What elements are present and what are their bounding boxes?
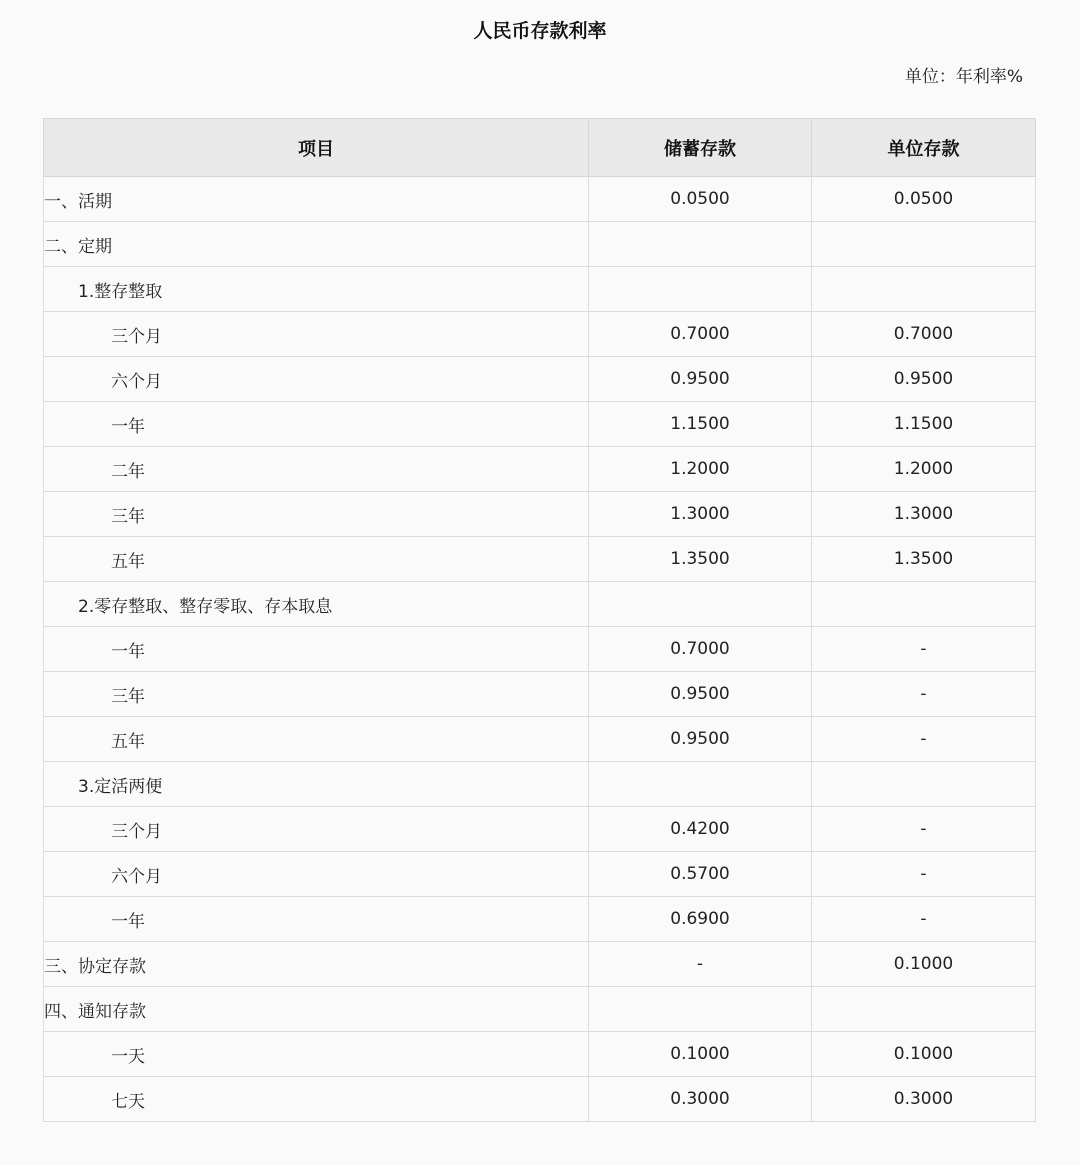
row-label: 三年 <box>44 492 589 537</box>
savings-rate-cell: 0.4200 <box>589 807 812 852</box>
table-row <box>44 402 1036 447</box>
corporate-rate-cell <box>812 582 1036 627</box>
corporate-rate-cell: 0.7000 <box>812 312 1036 357</box>
row-label: 六个月 <box>44 357 589 402</box>
row-label: 一天 <box>44 1032 589 1077</box>
table-row <box>44 177 1036 222</box>
row-label: 三个月 <box>44 807 589 852</box>
corporate-rate-cell: - <box>812 897 1036 942</box>
savings-rate-cell <box>589 267 812 312</box>
savings-rate-cell: 0.7000 <box>589 627 812 672</box>
header-item: 项目 <box>44 119 589 177</box>
savings-rate-cell: 0.3000 <box>589 1077 812 1122</box>
corporate-rate-cell <box>812 762 1036 807</box>
table-row <box>44 357 1036 402</box>
table-row <box>44 312 1036 357</box>
corporate-rate-cell: - <box>812 672 1036 717</box>
table-row <box>44 582 1036 627</box>
row-label: 四、通知存款 <box>44 987 589 1032</box>
corporate-rate-cell: 1.3000 <box>812 492 1036 537</box>
row-label: 二、定期 <box>44 222 589 267</box>
row-label: 七天 <box>44 1077 589 1122</box>
row-label: 一年 <box>44 627 589 672</box>
header-savings: 储蓄存款 <box>589 119 812 177</box>
savings-rate-cell <box>589 762 812 807</box>
row-label: 二年 <box>44 447 589 492</box>
row-label: 三个月 <box>44 312 589 357</box>
savings-rate-cell: 0.1000 <box>589 1032 812 1077</box>
table-row <box>44 672 1036 717</box>
savings-rate-cell: 1.2000 <box>589 447 812 492</box>
table-row <box>44 1077 1036 1122</box>
corporate-rate-cell: 0.1000 <box>812 1032 1036 1077</box>
table-row <box>44 897 1036 942</box>
row-label: 三、协定存款 <box>44 942 589 987</box>
table-row <box>44 762 1036 807</box>
savings-rate-cell: 0.9500 <box>589 357 812 402</box>
corporate-rate-cell: 1.3500 <box>812 537 1036 582</box>
table-row <box>44 852 1036 897</box>
corporate-rate-cell: 0.3000 <box>812 1077 1036 1122</box>
table-row <box>44 1032 1036 1077</box>
corporate-rate-cell: 0.0500 <box>812 177 1036 222</box>
row-label: 五年 <box>44 717 589 762</box>
table-row <box>44 222 1036 267</box>
row-label: 三年 <box>44 672 589 717</box>
corporate-rate-cell: - <box>812 807 1036 852</box>
table-row <box>44 942 1036 987</box>
savings-rate-cell: 1.1500 <box>589 402 812 447</box>
savings-rate-cell: 1.3500 <box>589 537 812 582</box>
savings-rate-cell <box>589 222 812 267</box>
savings-rate-cell <box>589 987 812 1032</box>
table-row <box>44 537 1036 582</box>
corporate-rate-cell: 1.1500 <box>812 402 1036 447</box>
corporate-rate-cell <box>812 222 1036 267</box>
savings-rate-cell: 0.9500 <box>589 717 812 762</box>
corporate-rate-cell: 0.1000 <box>812 942 1036 987</box>
rates-table <box>43 118 1036 1122</box>
corporate-rate-cell: - <box>812 627 1036 672</box>
row-label: 一年 <box>44 402 589 447</box>
savings-rate-cell: 0.0500 <box>589 177 812 222</box>
savings-rate-cell: 1.3000 <box>589 492 812 537</box>
savings-rate-cell: 0.5700 <box>589 852 812 897</box>
row-label: 六个月 <box>44 852 589 897</box>
savings-rate-cell: 0.6900 <box>589 897 812 942</box>
corporate-rate-cell: 0.9500 <box>812 357 1036 402</box>
header-corporate: 单位存款 <box>812 119 1036 177</box>
row-label: 一、活期 <box>44 177 589 222</box>
corporate-rate-cell: 1.2000 <box>812 447 1036 492</box>
savings-rate-cell: - <box>589 942 812 987</box>
table-row <box>44 447 1036 492</box>
savings-rate-cell: 0.9500 <box>589 672 812 717</box>
row-label: 一年 <box>44 897 589 942</box>
row-label: 3.定活两便 <box>44 762 589 807</box>
row-label: 2.零存整取、整存零取、存本取息 <box>44 582 589 627</box>
corporate-rate-cell: - <box>812 717 1036 762</box>
table-row <box>44 717 1036 762</box>
savings-rate-cell <box>589 582 812 627</box>
page-title: 人民币存款利率 <box>473 20 607 42</box>
row-label: 1.整存整取 <box>44 267 589 312</box>
table-row <box>44 627 1036 672</box>
table-row <box>44 987 1036 1032</box>
table-row <box>44 267 1036 312</box>
corporate-rate-cell <box>812 267 1036 312</box>
corporate-rate-cell <box>812 987 1036 1032</box>
table-header-row <box>44 119 1036 177</box>
corporate-rate-cell: - <box>812 852 1036 897</box>
table-row <box>44 807 1036 852</box>
unit-label: 单位：年利率% <box>904 67 1023 87</box>
table-row <box>44 492 1036 537</box>
row-label: 五年 <box>44 537 589 582</box>
savings-rate-cell: 0.7000 <box>589 312 812 357</box>
table-body <box>44 177 1036 1122</box>
